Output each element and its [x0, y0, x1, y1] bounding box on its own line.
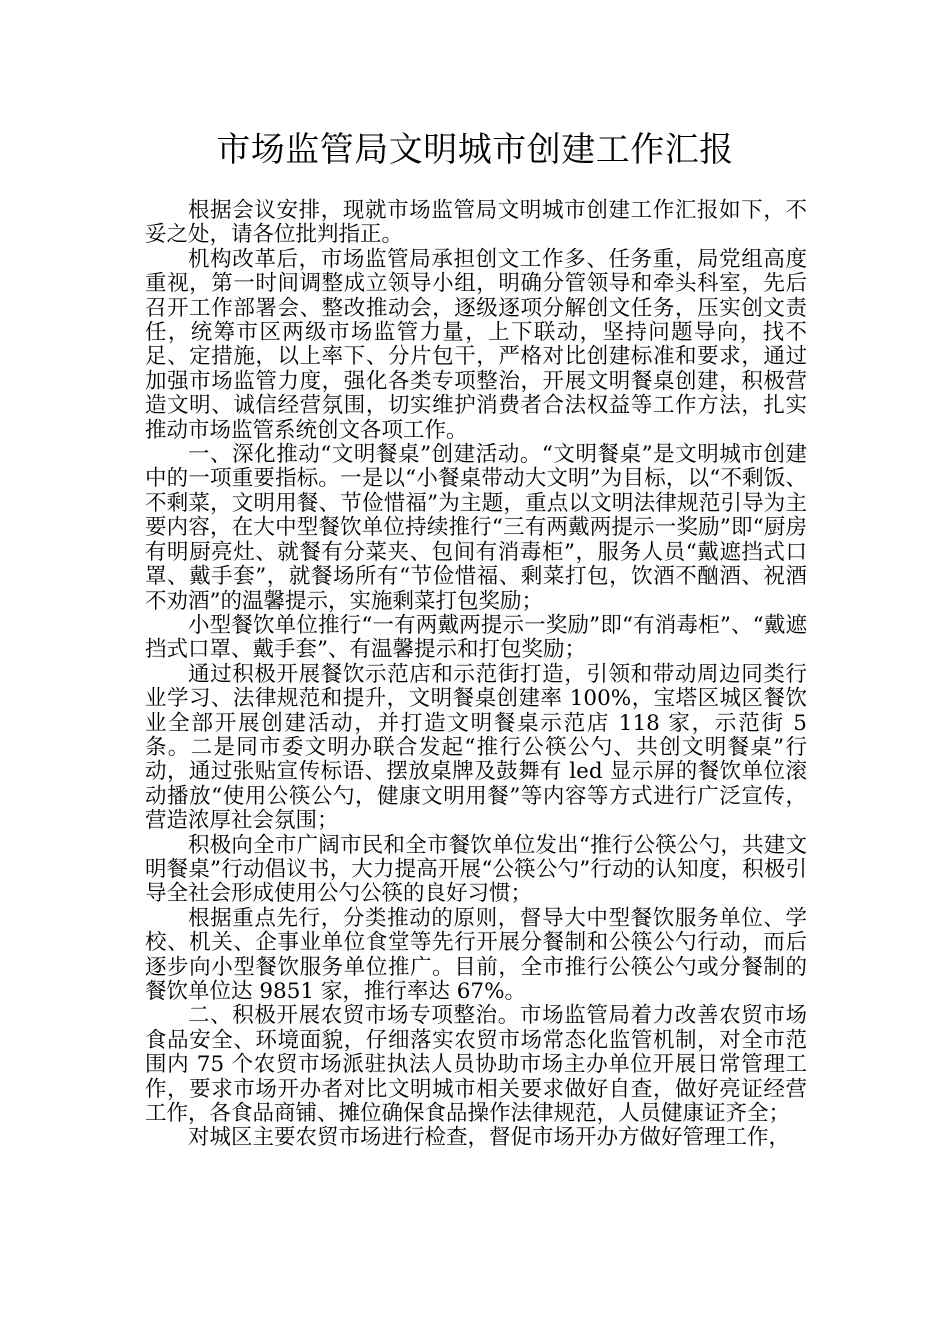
paragraph-section-two: 二、积极开展农贸市场专项整治。市场监管局着力改善农贸市场食品安全、环境面貌，仔细落实农贸市场常态化监管机制，对全市范围内 75 个农贸市场派驻执法人员协助市场主办单位开展日常管理工作，要求市场开办者对比文明城市相关要求做好自查，做好亮证经营工作，各食品商铺、摊位确保食品操作法律规范，人员健康证齐全；: [145, 1003, 807, 1127]
paragraph-overview: 机构改革后，市场监管局承担创文工作多、任务重，局党组高度重视，第一时间调整成立领导小组，明确分管领导和牵头科室，先后召开工作部署会、整改推动会，逐级逐项分解创文任务，压实创文责任，统筹市区两级市场监管力量，上下联动，坚持问题导向，找不足、定措施，以上率下、分片包干，严格对比创建标准和要求，通过加强市场监管力度，强化各类专项整治，开展文明餐桌创建，积极营造文明、诚信经营氛围，切实维护消费者合法权益等工作方法，扎实推动市场监管系统创文各项工作。: [145, 246, 807, 443]
paragraph-small-restaurants: 小型餐饮单位推行“一有两戴两提示一奖励”即“有消毒柜”、“戴遮挡式口罩、戴手套”、有温馨提示和打包奖励；: [145, 612, 807, 663]
paragraph-classification: 根据重点先行，分类推动的原则，督导大中型餐饮服务单位、学校、机关、企事业单位食堂等先行开展分餐制和公筷公勺行动，而后逐步向小型餐饮服务单位推广。目前，全市推行公筷公勺或分餐制的餐饮单位达 9851 家，推行率达 67%。: [145, 905, 807, 1004]
paragraph-demonstration: 通过积极开展餐饮示范店和示范街打造，引领和带动周边同类行业学习、法律规范和提升，文明餐桌创建率 100%，宝塔区城区餐饮业全部开展创建活动，并打造文明餐桌示范店 118 家，示范街 5 条。二是同市委文明办联合发起“推行公筷公勺、共创文明餐桌”行动，通过张贴宣传标语、摆放桌牌及鼓舞有 led 显示屏的餐饮单位滚动播放“使用公筷公勺，健康文明用餐”等内容等方式进行广泛宣传，营造浓厚社会氛围；: [145, 661, 807, 834]
document-body: [145, 199, 807, 1151]
paragraph-section-one: 一、深化推动“文明餐桌”创建活动。“文明餐桌”是文明城市创建中的一项重要指标。一是以“小餐桌带动大文明”为目标，以“不剩饭、不剩菜，文明用餐、节俭惜福”为主题，重点以文明法律规范引导为主要内容，在大中型餐饮单位持续推行“三有两戴两提示一奖励”即“厨房有明厨亮灶、就餐有分菜夹、包间有消毒柜”，服务人员“戴遮挡式口罩、戴手套”，就餐场所有“节俭惜福、剩菜打包，饮酒不酗酒、祝酒不劝酒”的温馨提示，实施剩菜打包奖励；: [145, 442, 807, 614]
document-title: 市场监管局文明城市创建工作汇报: [216, 130, 734, 170]
paragraph-intro: 根据会议安排，现就市场监管局文明城市创建工作汇报如下，不妥之处，请各位批判指正。: [145, 198, 807, 248]
paragraph-initiative: 积极向全市广阔市民和全市餐饮单位发出“推行公筷公勺，共建文明餐桌”行动倡议书，大力提高开展“公筷公勺”行动的认知度，积极引导全社会形成使用公勺公筷的良好习惯；: [145, 832, 807, 907]
paragraph-inspection: 对城区主要农贸市场进行检查，督促市场开办方做好管理工作，: [188, 1125, 791, 1151]
